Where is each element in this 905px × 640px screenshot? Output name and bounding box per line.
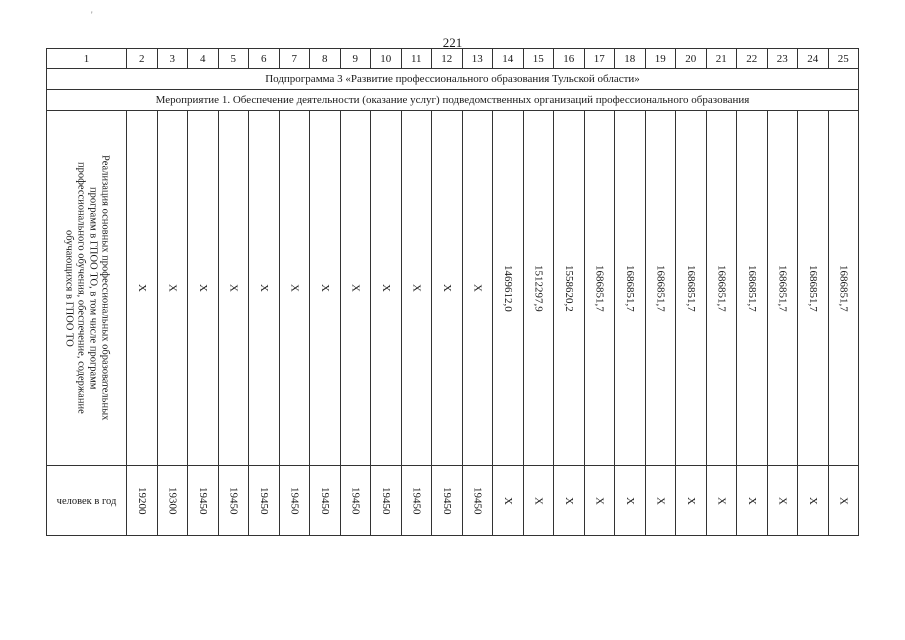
unit-value-cell: [188, 466, 219, 536]
unit-label-cell: [47, 466, 127, 536]
unit-value-cell: [798, 466, 829, 536]
service-value: Х: [135, 284, 148, 292]
column-number-cell: 18: [615, 49, 646, 69]
unit-value-cell: [371, 466, 402, 536]
service-value-cell: [127, 111, 158, 466]
service-value: Х: [166, 284, 179, 292]
unit-value: 19450: [257, 486, 270, 515]
unit-value: Х: [745, 496, 758, 505]
service-value-cell: [767, 111, 798, 466]
service-value-cell: [645, 111, 676, 466]
unit-value: 19450: [471, 486, 484, 515]
unit-value-cell: [615, 466, 646, 536]
unit-value-cell: [310, 466, 341, 536]
unit-value-cell: [462, 466, 493, 536]
measure-title: Мероприятие 1. Обеспечение деятельности (оказание услуг) подведомственных организаций профессионального образования: [47, 90, 859, 111]
unit-value: 19300: [166, 486, 179, 515]
unit-value-cell: [218, 466, 249, 536]
column-number-cell: 2: [127, 49, 158, 69]
service-value-cell: [462, 111, 493, 466]
column-number-cell: 9: [340, 49, 371, 69]
service-value-cell: [584, 111, 615, 466]
unit-value: Х: [806, 496, 819, 505]
column-number-cell: 1: [47, 49, 127, 69]
unit-row: [47, 466, 859, 536]
unit-value: Х: [532, 496, 545, 505]
column-number-cell: 8: [310, 49, 341, 69]
column-number-cell: 20: [676, 49, 707, 69]
unit-value-cell: [432, 466, 463, 536]
unit-value-cell: [584, 466, 615, 536]
service-value-cell: [249, 111, 280, 466]
column-number-cell: 10: [371, 49, 402, 69]
service-row: [47, 111, 859, 466]
column-number-cell: 13: [462, 49, 493, 69]
unit-value-cell: [706, 466, 737, 536]
service-value-cell: [157, 111, 188, 466]
unit-value: Х: [501, 496, 514, 505]
service-value: Х: [227, 284, 240, 292]
unit-value: Х: [837, 496, 850, 505]
service-value-cell: [401, 111, 432, 466]
column-number-cell: 6: [249, 49, 280, 69]
column-number-cell: 4: [188, 49, 219, 69]
service-value: 1686851,7: [623, 264, 636, 312]
unit-value-cell: [554, 466, 585, 536]
subprogram-title: Подпрограмма 3 «Развитие профессионального образования Тульской области»: [47, 69, 859, 90]
service-value-cell: [615, 111, 646, 466]
service-value: Х: [471, 284, 484, 292]
service-value-cell: [188, 111, 219, 466]
column-number-cell: 14: [493, 49, 524, 69]
column-number-cell: 19: [645, 49, 676, 69]
service-value: Х: [440, 284, 453, 292]
unit-value: 19450: [288, 486, 301, 515]
unit-value: 19450: [440, 486, 453, 515]
service-value: 1686851,7: [806, 264, 819, 312]
unit-value-cell: [523, 466, 554, 536]
service-value-cell: [340, 111, 371, 466]
column-number-cell: 23: [767, 49, 798, 69]
service-value-cell: [828, 111, 859, 466]
measure-row: [47, 90, 859, 111]
service-value-cell: [493, 111, 524, 466]
unit-value-cell: [279, 466, 310, 536]
service-value: 1686851,7: [837, 264, 850, 312]
service-value-cell: [310, 111, 341, 466]
column-number-cell: 7: [279, 49, 310, 69]
column-number-cell: 21: [706, 49, 737, 69]
unit-value: Х: [684, 496, 697, 505]
column-number-cell: 24: [798, 49, 829, 69]
service-label: Реализация основных профессиональных образовательных программ в ГПОО ТО, в том числе программ профессионального обучения, обеспечение, содержание обучающихся в ГПОО ТО: [63, 155, 111, 421]
unit-value-cell: [676, 466, 707, 536]
service-value: 1686851,7: [745, 264, 758, 312]
service-value: 1512297,9: [532, 264, 545, 312]
page-number: 221: [442, 35, 463, 50]
service-value: 1686851,7: [715, 264, 728, 312]
service-value-cell: [676, 111, 707, 466]
data-table: [46, 48, 859, 536]
unit-value: 19450: [410, 486, 423, 515]
service-value-cell: [218, 111, 249, 466]
unit-value-cell: [645, 466, 676, 536]
unit-value-cell: [737, 466, 768, 536]
unit-value: Х: [593, 496, 606, 505]
service-value-cell: [279, 111, 310, 466]
column-number-cell: 22: [737, 49, 768, 69]
service-value-cell: [798, 111, 829, 466]
unit-value: Х: [715, 496, 728, 505]
column-number-cell: 5: [218, 49, 249, 69]
service-value: Х: [349, 284, 362, 292]
scan-mark: ': [91, 10, 93, 20]
column-number-cell: 12: [432, 49, 463, 69]
unit-value: 19450: [379, 486, 392, 515]
service-value-cell: [554, 111, 585, 466]
service-value-cell: [432, 111, 463, 466]
service-value: Х: [379, 284, 392, 292]
unit-value-cell: [767, 466, 798, 536]
service-value-cell: [706, 111, 737, 466]
unit-value-cell: [828, 466, 859, 536]
subprogram-row: [47, 69, 859, 90]
service-value-cell: [523, 111, 554, 466]
column-number-cell: 11: [401, 49, 432, 69]
unit-value: 19450: [318, 486, 331, 515]
service-value: 1686851,7: [684, 264, 697, 312]
unit-value-cell: [127, 466, 158, 536]
service-value: Х: [196, 284, 209, 292]
service-value: 1686851,7: [593, 264, 606, 312]
unit-value: 19450: [196, 486, 209, 515]
service-value: 1686851,7: [776, 264, 789, 312]
column-number-row: [47, 49, 859, 69]
column-number-cell: 25: [828, 49, 859, 69]
unit-label: человек в год: [56, 495, 117, 507]
service-value: 1469612,0: [501, 264, 514, 312]
unit-value: Х: [654, 496, 667, 505]
unit-value: 19200: [135, 486, 148, 515]
column-number-cell: 17: [584, 49, 615, 69]
service-value: Х: [257, 284, 270, 292]
service-value: 1558620,2: [562, 264, 575, 312]
service-value-cell: [371, 111, 402, 466]
unit-value: Х: [776, 496, 789, 505]
service-value: Х: [318, 284, 331, 292]
unit-value-cell: [157, 466, 188, 536]
service-value: 1686851,7: [654, 264, 667, 312]
column-number-cell: 16: [554, 49, 585, 69]
service-label-cell: [47, 111, 127, 466]
service-value: Х: [288, 284, 301, 292]
unit-value: 19450: [349, 486, 362, 515]
unit-value-cell: [249, 466, 280, 536]
unit-value-cell: [340, 466, 371, 536]
service-value-cell: [737, 111, 768, 466]
column-number-cell: 3: [157, 49, 188, 69]
column-number-cell: 15: [523, 49, 554, 69]
unit-value: Х: [562, 496, 575, 505]
unit-value: 19450: [227, 486, 240, 515]
unit-value: Х: [623, 496, 636, 505]
service-value: Х: [410, 284, 423, 292]
unit-value-cell: [401, 466, 432, 536]
unit-value-cell: [493, 466, 524, 536]
